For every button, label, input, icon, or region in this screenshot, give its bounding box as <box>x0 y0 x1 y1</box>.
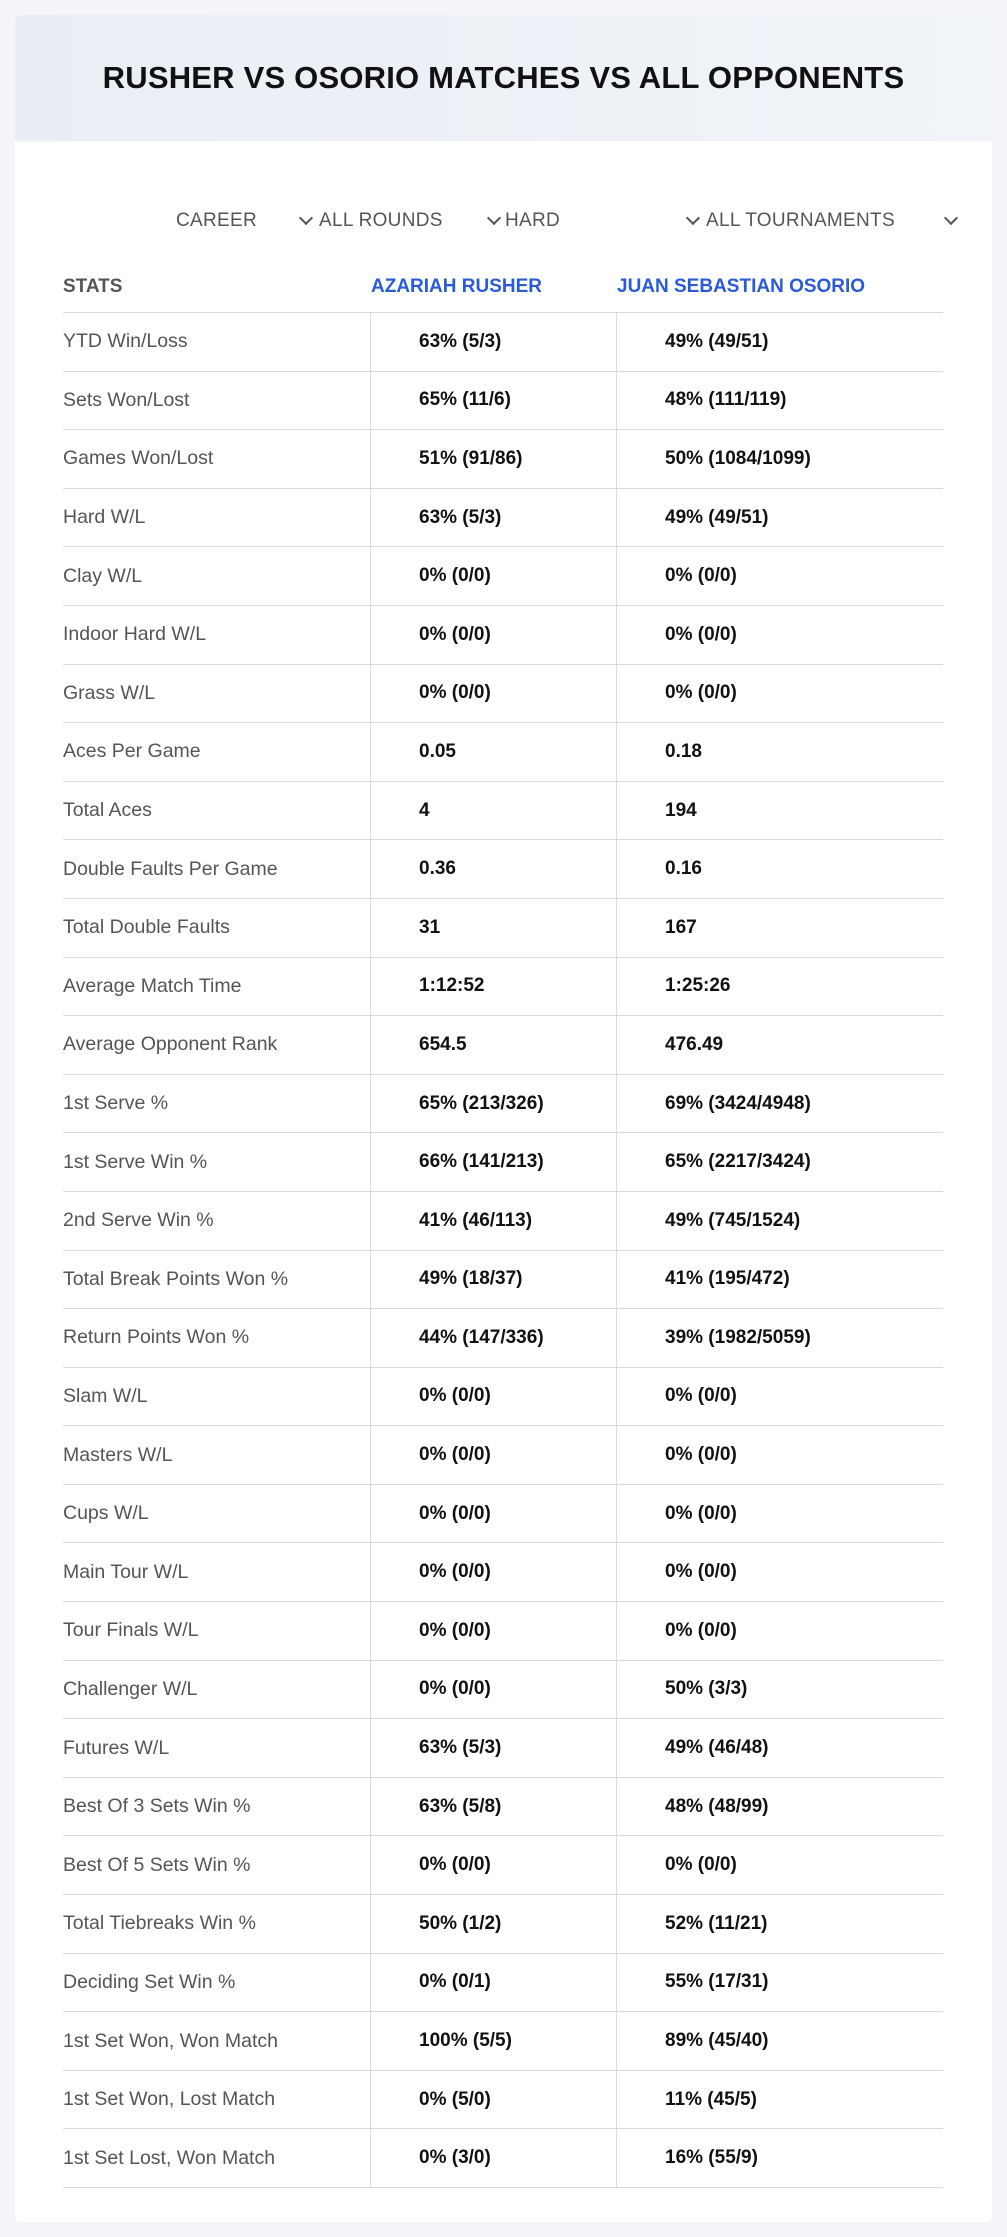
period-select[interactable] <box>176 201 311 241</box>
stats-column-header: STATS <box>63 276 123 297</box>
table-row <box>63 430 943 489</box>
table-row <box>63 1661 943 1720</box>
player2-value: 41% (195/472) <box>665 1268 790 1290</box>
period-select-value: CAREER <box>176 210 257 231</box>
stat-label: Masters W/L <box>63 1426 371 1484</box>
table-row <box>63 1719 943 1778</box>
player1-value: 41% (46/113) <box>371 1192 617 1250</box>
stat-label: Tour Finals W/L <box>63 1602 371 1660</box>
stat-label: Total Double Faults <box>63 899 371 957</box>
stat-label: 2nd Serve Win % <box>63 1192 371 1250</box>
player1-value: 0% (0/0) <box>371 1661 617 1719</box>
player2-value: 0% (0/0) <box>665 1619 737 1641</box>
stat-label: Total Break Points Won % <box>63 1251 371 1309</box>
player2-value: 49% (46/48) <box>665 1737 769 1759</box>
table-row <box>63 1778 943 1837</box>
table-row <box>63 1602 943 1661</box>
player1-value: 4 <box>371 782 617 840</box>
player2-value: 0% (0/0) <box>665 682 737 704</box>
table-row <box>63 840 943 899</box>
stat-label: Total Aces <box>63 782 371 840</box>
player1-value: 31 <box>371 899 617 957</box>
player1-value: 44% (147/336) <box>371 1309 617 1367</box>
stat-label: Challenger W/L <box>63 1661 371 1719</box>
player1-value: 63% (5/3) <box>371 489 617 547</box>
stat-label: 1st Set Won, Lost Match <box>63 2071 371 2129</box>
stat-label: Average Match Time <box>63 958 371 1016</box>
player2-link[interactable]: JUAN SEBASTIAN OSORIO <box>617 276 866 297</box>
player1-value: 50% (1/2) <box>371 1895 617 1953</box>
table-row <box>63 723 943 782</box>
stat-label: Cups W/L <box>63 1485 371 1543</box>
player2-value: 11% (45/5) <box>665 2088 757 2110</box>
stat-label: Average Opponent Rank <box>63 1016 371 1074</box>
player2-value: 0% (0/0) <box>665 1444 737 1466</box>
player1-value: 100% (5/5) <box>371 2012 617 2070</box>
player1-value: 0% (0/0) <box>371 1485 617 1543</box>
table-row <box>63 1426 943 1485</box>
table-row <box>63 1251 943 1310</box>
player1-value: 0% (3/0) <box>371 2129 617 2187</box>
player2-value: 0% (0/0) <box>665 1561 737 1583</box>
stat-label: Slam W/L <box>63 1368 371 1426</box>
chevron-down-icon <box>487 211 501 225</box>
player1-link[interactable]: AZARIAH RUSHER <box>371 276 542 297</box>
stat-label: Grass W/L <box>63 665 371 723</box>
rounds-select-value: ALL ROUNDS <box>319 210 443 231</box>
player1-value: 0% (0/0) <box>371 1368 617 1426</box>
player2-value: 48% (111/119) <box>665 389 787 411</box>
stat-label: Clay W/L <box>63 547 371 605</box>
stat-label: 1st Serve Win % <box>63 1133 371 1191</box>
player2-value: 89% (45/40) <box>665 2030 769 2052</box>
player2-value: 49% (49/51) <box>665 330 769 352</box>
table-row <box>63 1954 943 2013</box>
chevron-down-icon <box>299 211 313 225</box>
table-row <box>63 899 943 958</box>
table-row <box>63 372 943 431</box>
player2-value: 49% (745/1524) <box>665 1209 801 1231</box>
stat-label: Total Tiebreaks Win % <box>63 1895 371 1953</box>
player1-value: 51% (91/86) <box>371 430 617 488</box>
tournaments-select[interactable] <box>706 201 956 241</box>
chevron-down-icon <box>944 211 958 225</box>
player2-value: 0% (0/0) <box>665 565 737 587</box>
player2-value: 39% (1982/5059) <box>665 1326 811 1348</box>
player2-value: 167 <box>665 916 697 938</box>
player1-value: 63% (5/3) <box>371 1719 617 1777</box>
table-row <box>63 782 943 841</box>
stat-label: Sets Won/Lost <box>63 372 371 430</box>
table-row <box>63 1836 943 1895</box>
player1-value: 0.05 <box>371 723 617 781</box>
table-row <box>63 2071 943 2130</box>
player2-value: 16% (55/9) <box>665 2147 758 2169</box>
player2-value: 50% (1084/1099) <box>665 447 811 469</box>
player2-value: 194 <box>665 799 697 821</box>
player2-value: 50% (3/3) <box>665 1678 748 1700</box>
player1-value: 0% (0/0) <box>371 665 617 723</box>
surface-select[interactable] <box>505 201 698 241</box>
player2-value: 1:25:26 <box>665 975 731 997</box>
player1-value: 49% (18/37) <box>371 1251 617 1309</box>
stat-label: 1st Set Won, Won Match <box>63 2012 371 2070</box>
player1-value: 1:12:52 <box>371 958 617 1016</box>
stat-label: Deciding Set Win % <box>63 1954 371 2012</box>
player1-value: 0% (0/0) <box>371 1543 617 1601</box>
player2-value: 476.49 <box>665 1033 724 1055</box>
player1-value: 0% (0/0) <box>371 547 617 605</box>
table-row <box>63 2012 943 2071</box>
player2-value: 0% (0/0) <box>665 1502 737 1524</box>
stat-label: Games Won/Lost <box>63 430 371 488</box>
table-row <box>63 1075 943 1134</box>
table-row <box>63 547 943 606</box>
tournaments-select-value: ALL TOURNAMENTS <box>706 210 895 231</box>
stat-label: Double Faults Per Game <box>63 840 371 898</box>
rounds-select[interactable] <box>319 201 499 241</box>
stat-label: Indoor Hard W/L <box>63 606 371 664</box>
player2-value: 0% (0/0) <box>665 1854 737 1876</box>
table-row <box>63 958 943 1017</box>
player2-value: 0.18 <box>665 740 702 762</box>
player2-value: 55% (17/31) <box>665 1971 769 1993</box>
player1-value: 0% (0/0) <box>371 1426 617 1484</box>
chevron-down-icon <box>686 211 700 225</box>
stat-label: Best Of 5 Sets Win % <box>63 1836 371 1894</box>
stats-table <box>63 312 943 2188</box>
page-header <box>15 15 992 141</box>
player1-value: 65% (213/326) <box>371 1075 617 1133</box>
table-row <box>63 1485 943 1544</box>
player2-value: 65% (2217/3424) <box>665 1151 811 1173</box>
table-row <box>63 1016 943 1075</box>
table-row <box>63 1895 943 1954</box>
stat-label: Futures W/L <box>63 1719 371 1777</box>
table-row <box>63 489 943 548</box>
player1-value: 0.36 <box>371 840 617 898</box>
table-row <box>63 665 943 724</box>
table-row <box>63 1368 943 1427</box>
player1-value: 0% (0/0) <box>371 1836 617 1894</box>
page-title: RUSHER VS OSORIO MATCHES VS ALL OPPONENTS <box>102 60 905 95</box>
table-row <box>63 1192 943 1251</box>
table-row <box>63 1133 943 1192</box>
stat-label: Return Points Won % <box>63 1309 371 1367</box>
player2-value: 49% (49/51) <box>665 506 769 528</box>
player1-value: 65% (11/6) <box>371 372 617 430</box>
player1-value: 63% (5/3) <box>371 313 617 371</box>
stat-label: Hard W/L <box>63 489 371 547</box>
stat-label: 1st Set Lost, Won Match <box>63 2129 371 2187</box>
player2-value: 0% (0/0) <box>665 623 737 645</box>
table-row <box>63 1309 943 1368</box>
player2-value: 0% (0/0) <box>665 1385 737 1407</box>
player2-value: 0.16 <box>665 858 702 880</box>
stat-label: 1st Serve % <box>63 1075 371 1133</box>
stat-label: YTD Win/Loss <box>63 313 371 371</box>
player1-value: 0% (0/0) <box>371 1602 617 1660</box>
player1-value: 0% (0/1) <box>371 1954 617 2012</box>
stat-label: Main Tour W/L <box>63 1543 371 1601</box>
player1-value: 0% (0/0) <box>371 606 617 664</box>
table-row <box>63 606 943 665</box>
stats-card <box>15 15 992 2222</box>
table-row <box>63 1543 943 1602</box>
table-row <box>63 2129 943 2188</box>
stat-label: Aces Per Game <box>63 723 371 781</box>
table-row <box>63 313 943 372</box>
player1-value: 63% (5/8) <box>371 1778 617 1836</box>
player1-value: 0% (5/0) <box>371 2071 617 2129</box>
surface-select-value: HARD <box>505 210 561 231</box>
player2-value: 48% (48/99) <box>665 1795 769 1817</box>
player2-value: 52% (11/21) <box>665 1912 768 1934</box>
stat-label: Best Of 3 Sets Win % <box>63 1778 371 1836</box>
player1-value: 654.5 <box>371 1016 617 1074</box>
player1-value: 66% (141/213) <box>371 1133 617 1191</box>
filter-bar <box>15 201 992 241</box>
player2-value: 69% (3424/4948) <box>665 1092 811 1114</box>
